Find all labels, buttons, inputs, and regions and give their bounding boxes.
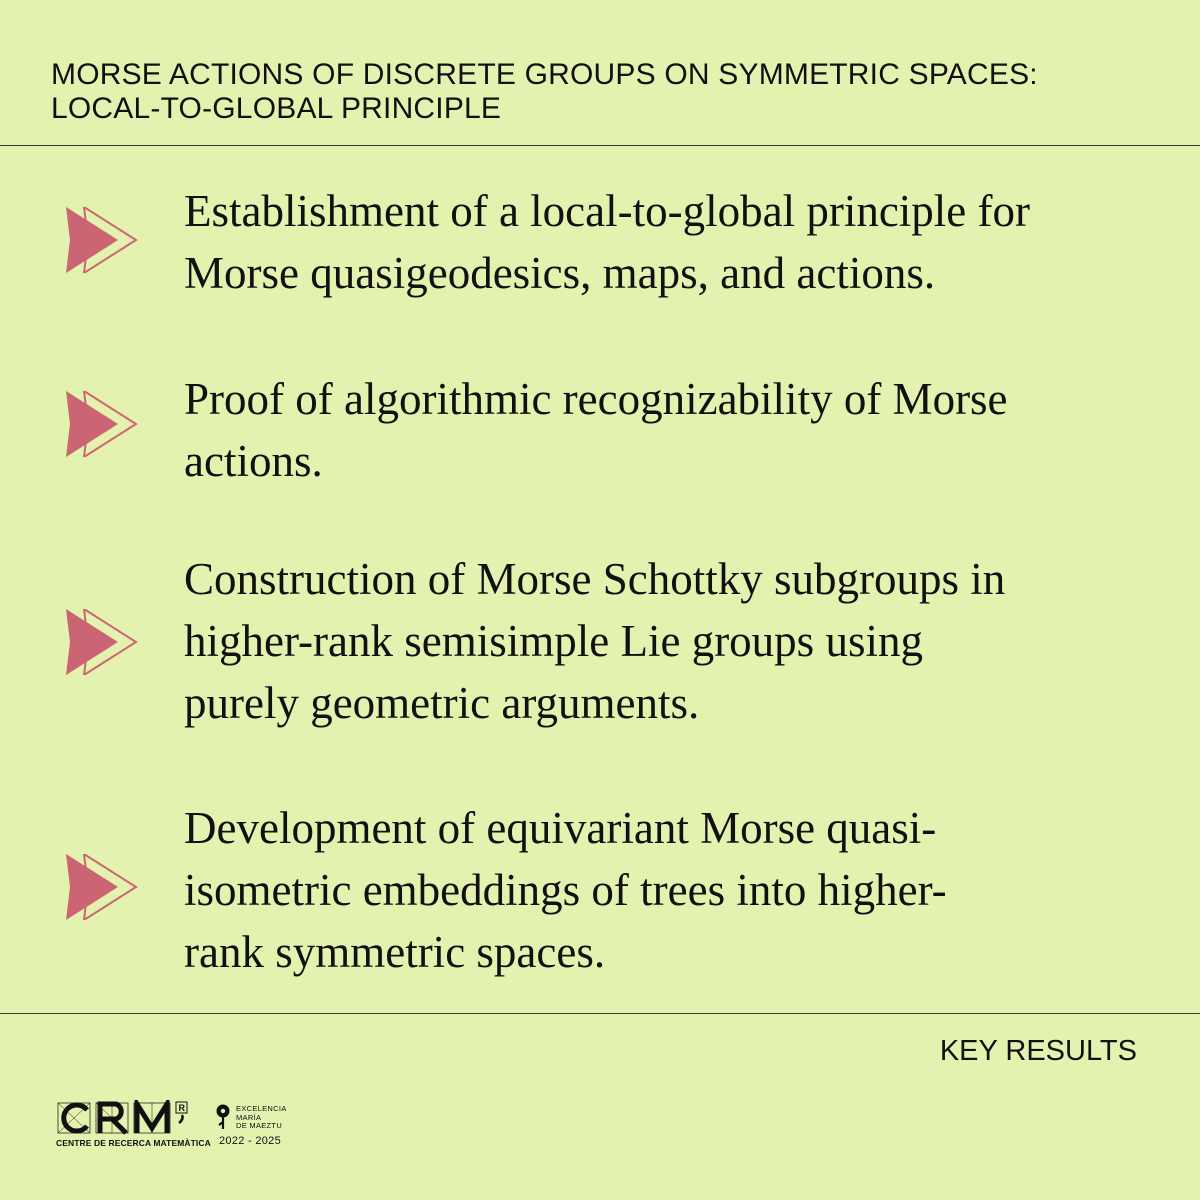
crm-logo bbox=[56, 1100, 211, 1152]
result-3-line-1: Construction of Morse Schottky subgroups in bbox=[184, 554, 1006, 604]
page-title-line-2: LOCAL-TO-GLOBAL PRINCIPLE bbox=[51, 92, 502, 125]
section-label: KEY RESULTS bbox=[939, 1035, 1137, 1067]
maeztu-line-3: DE MAEZTU bbox=[236, 1121, 283, 1130]
maria-de-maeztu-logo bbox=[214, 1102, 324, 1154]
page-header bbox=[51, 58, 1151, 126]
result-text-2 bbox=[184, 368, 1164, 492]
maeztu-line-1: EXCELENCIA bbox=[236, 1104, 287, 1113]
result-4-line-3: rank symmetric spaces. bbox=[184, 927, 606, 977]
page-title-line-1: MORSE ACTIONS OF DISCRETE GROUPS ON SYMMETRIC SPACES: bbox=[51, 58, 1038, 91]
result-1-line-2: Morse quasigeodesics, maps, and actions. bbox=[184, 248, 936, 298]
result-2-line-1: Proof of algorithmic recognizability of Morse bbox=[184, 374, 1008, 424]
crm-subtitle-bold: MATEMÀTICA bbox=[153, 1138, 211, 1148]
maeztu-years: 2022 - 2025 bbox=[219, 1135, 282, 1147]
result-text-4 bbox=[184, 797, 1164, 983]
crm-subtitle-regular: CENTRE DE RECERCA bbox=[56, 1138, 154, 1148]
double-chevron-right-icon bbox=[66, 854, 138, 920]
double-chevron-right-icon bbox=[66, 391, 138, 457]
result-text-1 bbox=[184, 180, 1164, 304]
result-3-line-2: higher-rank semisimple Lie groups using bbox=[184, 616, 923, 666]
footer-divider bbox=[0, 1013, 1200, 1014]
result-2-line-2: actions. bbox=[184, 436, 323, 486]
crm-logo-mark bbox=[56, 1100, 206, 1136]
double-chevron-right-icon bbox=[66, 207, 138, 273]
result-4-line-2: isometric embeddings of trees into higher- bbox=[184, 865, 947, 915]
maeztu-text bbox=[236, 1105, 287, 1131]
result-text-3 bbox=[184, 548, 1164, 734]
maeztu-emblem-icon bbox=[214, 1102, 234, 1132]
header-divider bbox=[0, 145, 1200, 146]
crm-logo-subtitle bbox=[56, 1138, 216, 1148]
result-3-line-3: purely geometric arguments. bbox=[184, 678, 700, 728]
maeztu-line-2: MARÍA bbox=[236, 1112, 262, 1122]
svg-text:R: R bbox=[178, 1103, 185, 1113]
result-4-line-1: Development of equivariant Morse quasi- bbox=[184, 803, 937, 853]
double-chevron-right-icon bbox=[66, 609, 138, 675]
result-1-line-1: Establishment of a local-to-global principle for bbox=[184, 186, 1030, 236]
